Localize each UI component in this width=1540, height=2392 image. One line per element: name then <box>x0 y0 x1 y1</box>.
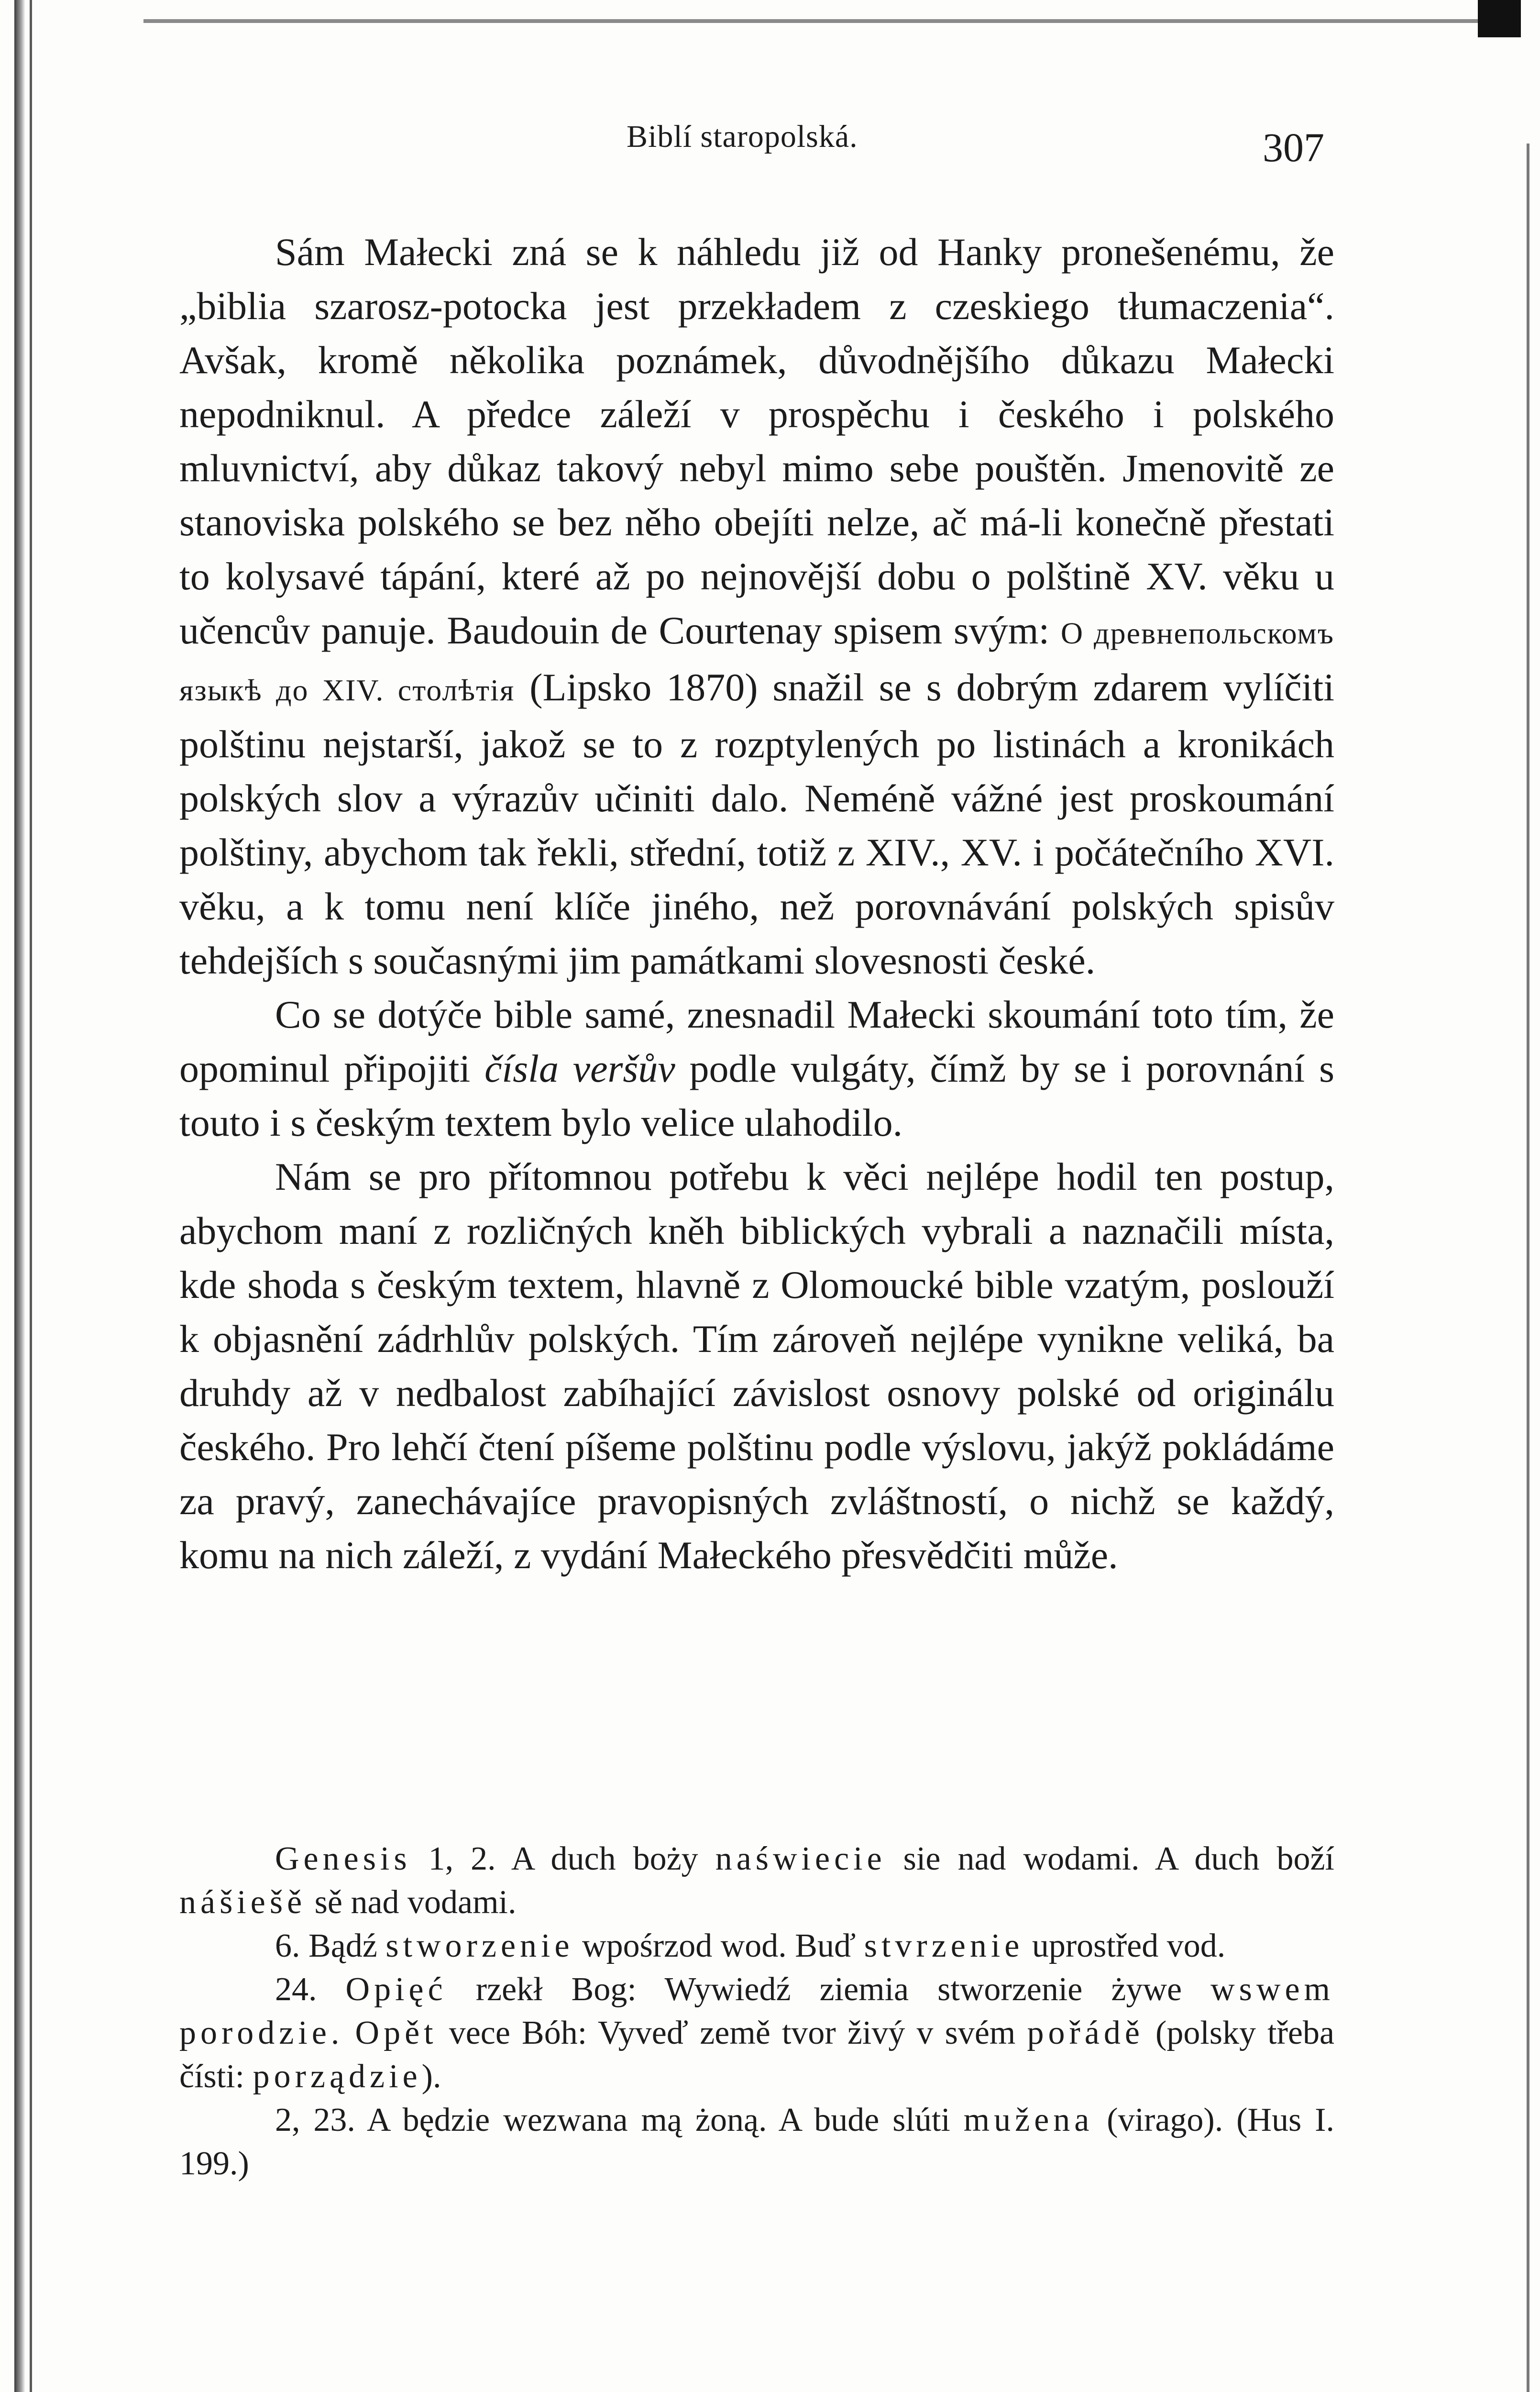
citation-text: wpośrzod wod. Buď <box>582 1927 856 1964</box>
citation-text: vece Bóh: Vyveď země tvor živý v svém <box>449 2015 1016 2051</box>
citation-book: Genesis <box>275 1840 411 1877</box>
citation-text: sie nad wodami. A duch boží <box>903 1840 1335 1877</box>
citation-spaced: porządzie <box>253 2058 422 2095</box>
citation-text: sě nad vodami. <box>314 1884 517 1921</box>
paragraph-2-part-b: podle vulgáty, čímž by se i porovnání s touto i s českým textem bylo velice ulahodilo. <box>179 1047 1334 1144</box>
citation-text: ). <box>421 2058 441 2095</box>
paragraph-3: Nám se pro přítomnou potřebu k věci nejlépe hodil ten postup, abychom maní z rozličných kněh biblických vybrali a naznačili místa, kde shoda s českým textem, hlavně z Olomoucké bible vzatým, poslouží k objasnění zádrhlův polských. Tím zároveň nejlépe vynikne veliká, ba druhdy až v nedbalost zabíhající závislost osnovy polské od originálu českého. Pro lehčí čtení píšeme polštinu podle výslovu, jakýž pokládáme za pravý, zanechávajíce pravopisných zvláštností, o nichž se každý, komu na nich záleží, z vydání Małeckého přesvědčiti může. <box>179 1155 1334 1577</box>
citation-genesis-1-6 <box>179 1924 1334 1968</box>
citation-genesis-2-23 <box>179 2098 1334 2185</box>
cyrillic-title: О древнепольскомъ языкѣ до XIV. столѣтія <box>179 616 1335 707</box>
citation-genesis-1-24 <box>179 1968 1334 2098</box>
running-title: Biblí staropolská. <box>627 119 858 154</box>
citation-spaced: stworzenie <box>385 1927 574 1964</box>
citation-spaced: wswem porodzie. <box>179 1971 1334 2051</box>
citation-genesis-1-2 <box>179 1837 1334 1924</box>
citation-spaced: mužena <box>963 2102 1094 2138</box>
paragraph-2-italic: čísla veršův <box>484 1047 675 1090</box>
scan-corner-mark <box>1478 0 1521 37</box>
citation-text: (polsky třeba čísti: <box>179 2015 1335 2095</box>
paragraph-1-part-a: Sám Małecki zná se k náhledu již od Hanky pronešenému, že „biblia szarosz-potocka jest przekładem z czeskiego tłumaczenia“. Avšak, kromě několika poznámek, důvodnějšího důkazu Małecki nepodniknul. A předce záleží v prospěchu i českého i polského mluvnictví, aby důkaz takový nebyl mimo sebe pouštěn. Jmenovitě ze stanoviska polského se bez něho obejíti nelze, ač má-li konečně přestati to kolysavé tápání, které až po nejnovější dobu o polštině XV. věku u učencův panuje. Baudouin de Courtenay spisem svým: <box>179 230 1334 652</box>
citation-spaced: nášiešě <box>179 1884 307 1921</box>
page-edge-left <box>14 0 25 2392</box>
citation-text: rzekł Bog: Wywiedź ziemia stworzenie żywe <box>475 1971 1182 2008</box>
paragraph-1-part-b: (Lipsko 1870) snažil se s dobrým zdarem vylíčiti polštinu nejstarší, jakož se to z rozptylených po listinách a kronikách polských slov a výrazův učiniti dalo. Neméně vážné jest proskoumání polštiny, abychom tak řekli, střední, totiž z XIV., XV. i počátečního XVI. věku, a k tomu není klíče jiného, než porovnávání polských spisův tehdejších s současnými jim památkami slovesnosti české. <box>179 665 1335 982</box>
page-edge-left-line <box>30 0 32 2392</box>
citation-text: 1, 2. A duch boży <box>428 1840 698 1877</box>
paragraph-2-part-a: Co se dotýče bible samé, znesnadil Małecki skoumání toto tím, že opominul připojiti <box>179 993 1334 1090</box>
citation-spaced: Opięć <box>345 1971 447 2008</box>
page-edge-right <box>1527 144 1529 2392</box>
citation-text: (virago). (Hus I. 199.) <box>179 2102 1334 2182</box>
page-edge-top <box>143 19 1516 23</box>
citation-text: 24. <box>275 1971 317 2008</box>
citation-text: uprostřed vod. <box>1032 1927 1226 1964</box>
paragraph-2 <box>179 987 1334 1150</box>
page-number: 307 <box>1263 124 1324 170</box>
citation-spaced: stvrzenie <box>864 1927 1024 1964</box>
paragraph-1 <box>179 225 1334 987</box>
citation-text: 2, 23. A będzie wezwana mą żoną. A bude slúti <box>275 2102 950 2138</box>
citations-block <box>179 1837 1334 2185</box>
citation-spaced: pořádě <box>1027 2015 1144 2051</box>
citation-spaced: Opět <box>355 2015 438 2051</box>
citation-text: 6. Bądź <box>275 1927 377 1964</box>
citation-spaced: naświecie <box>715 1840 886 1877</box>
main-text <box>179 225 1334 1582</box>
